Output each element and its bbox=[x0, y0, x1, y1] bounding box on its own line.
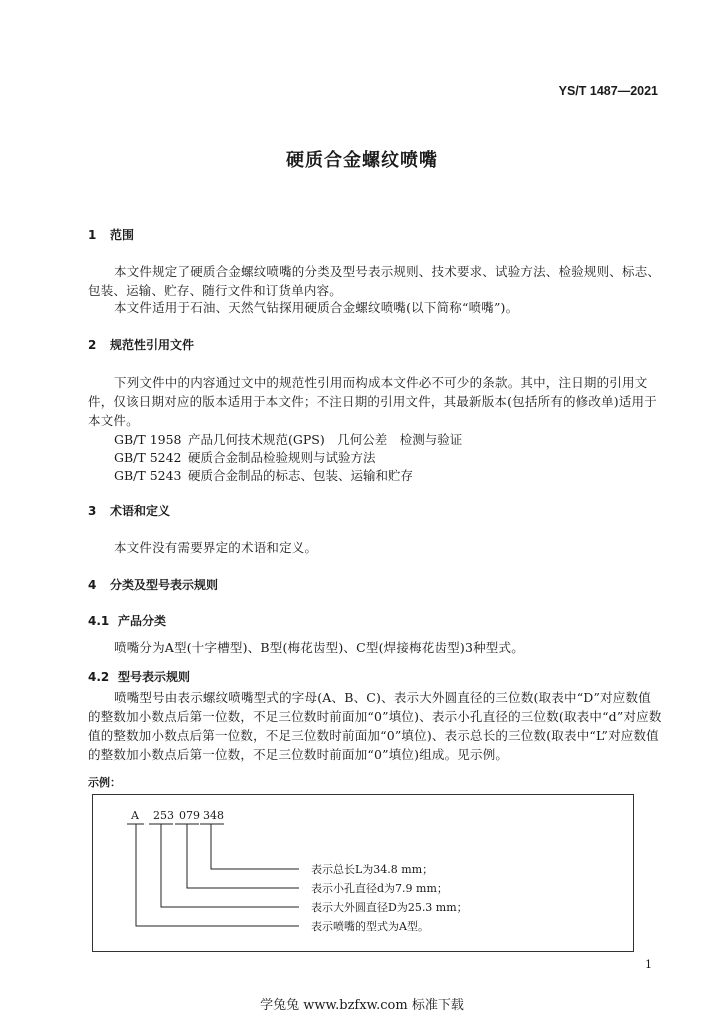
section-1-heading bbox=[88, 226, 134, 243]
section-2-paragraph: 下列文件中的内容通过文中的规范性引用而构成本文件必不可少的条款。其中，注日期的引用文件，仅该日期对应的版本适用于本文件；不注日期的引用文件，其最新版本(包括所有的修改单)适用于本文件。 bbox=[88, 375, 657, 428]
example-label: 示例： bbox=[88, 776, 121, 789]
reference-code: GB/T 5243 bbox=[114, 468, 182, 483]
leader-outer-diameter bbox=[161, 824, 299, 907]
code-part-length: 348 bbox=[203, 809, 224, 822]
reference-title: 产品几何技术规范(GPS) 几何公差 检测与验证 bbox=[188, 432, 463, 447]
annotation-type: 表示喷嘴的型式为A型。 bbox=[311, 920, 429, 933]
section-4-1-paragraph: 喷嘴分为A型(十字槽型)、B型(梅花齿型)、C型(焊接梅花齿型)3种型式。 bbox=[114, 640, 524, 655]
section-4-heading bbox=[88, 576, 218, 593]
section-title: 型号表示规则 bbox=[118, 670, 191, 684]
annotation-outer-diameter: 表示大外圆直径D为25.3 mm； bbox=[311, 901, 468, 914]
section-number: 3 bbox=[88, 504, 97, 518]
annotation-length: 表示总长L为34.8 mm； bbox=[311, 863, 434, 876]
reference-title: 硬质合金制品检验规则与试验方法 bbox=[188, 450, 376, 465]
leader-type bbox=[136, 824, 299, 926]
section-number: 4.1 bbox=[88, 614, 110, 628]
example-box bbox=[92, 794, 634, 952]
section-3-heading bbox=[88, 502, 170, 519]
section-3-paragraph: 本文件没有需要界定的术语和定义。 bbox=[114, 540, 318, 555]
section-4-1-heading bbox=[88, 612, 166, 629]
section-1-paragraph-1: 本文件规定了硬质合金螺纹喷嘴的分类及型号表示规则、技术要求、试验方法、检验规则、标志、包装、运输、贮存、随行文件和订货单内容。 bbox=[88, 264, 661, 298]
code-part-outer-diameter: 253 bbox=[153, 809, 174, 822]
section-4-2-paragraph: 喷嘴型号由表示螺纹喷嘴型式的字母(A、B、C)、表示大外圆直径的三位数(取表中“D”对应数值的整数加小数点后第一位数，不足三位数时前面加“0”填位)、表示小孔直径的三位数(取表中“d”对应数值的整数加小数点后第一位数，不足三位数时前面加“0”填位)、表示总长的三位数(取表中“L”对应数值的整数加小数点后第一位数，不足三位数时前面加“0”填位)组成。见示例。 bbox=[88, 690, 662, 762]
leader-length bbox=[211, 824, 299, 869]
reference-item bbox=[114, 448, 376, 466]
leader-hole-diameter bbox=[187, 824, 299, 888]
section-1-paragraph-2: 本文件适用于石油、天然气钻探用硬质合金螺纹喷嘴(以下简称“喷嘴”)。 bbox=[114, 300, 519, 315]
code-part-type: A bbox=[131, 809, 139, 822]
section-number: 1 bbox=[88, 228, 97, 242]
section-number: 2 bbox=[88, 338, 97, 352]
section-number: 4.2 bbox=[88, 670, 110, 684]
code-part-hole-diameter: 079 bbox=[179, 809, 200, 822]
section-title: 产品分类 bbox=[118, 614, 167, 628]
reference-item bbox=[114, 430, 462, 448]
section-title: 术语和定义 bbox=[110, 504, 171, 518]
annotation-hole-diameter: 表示小孔直径d为7.9 mm； bbox=[311, 882, 448, 895]
standard-number: YS/T 1487—2021 bbox=[558, 84, 658, 98]
section-4-2-heading bbox=[88, 668, 190, 685]
section-2-heading bbox=[88, 336, 194, 353]
document-title: 硬质合金螺纹喷嘴 bbox=[286, 150, 438, 171]
reference-title: 硬质合金制品的标志、包装、运输和贮存 bbox=[188, 468, 414, 483]
download-footer: 学兔兔 www.bzfxw.com 标准下载 bbox=[260, 998, 464, 1013]
section-title: 规范性引用文件 bbox=[110, 338, 195, 352]
section-title: 分类及型号表示规则 bbox=[110, 578, 219, 592]
reference-item bbox=[114, 466, 413, 484]
section-title: 范围 bbox=[110, 228, 135, 242]
reference-code: GB/T 5242 bbox=[114, 450, 182, 465]
page-number: 1 bbox=[645, 958, 652, 971]
section-number: 4 bbox=[88, 578, 97, 592]
reference-code: GB/T 1958 bbox=[114, 432, 182, 447]
